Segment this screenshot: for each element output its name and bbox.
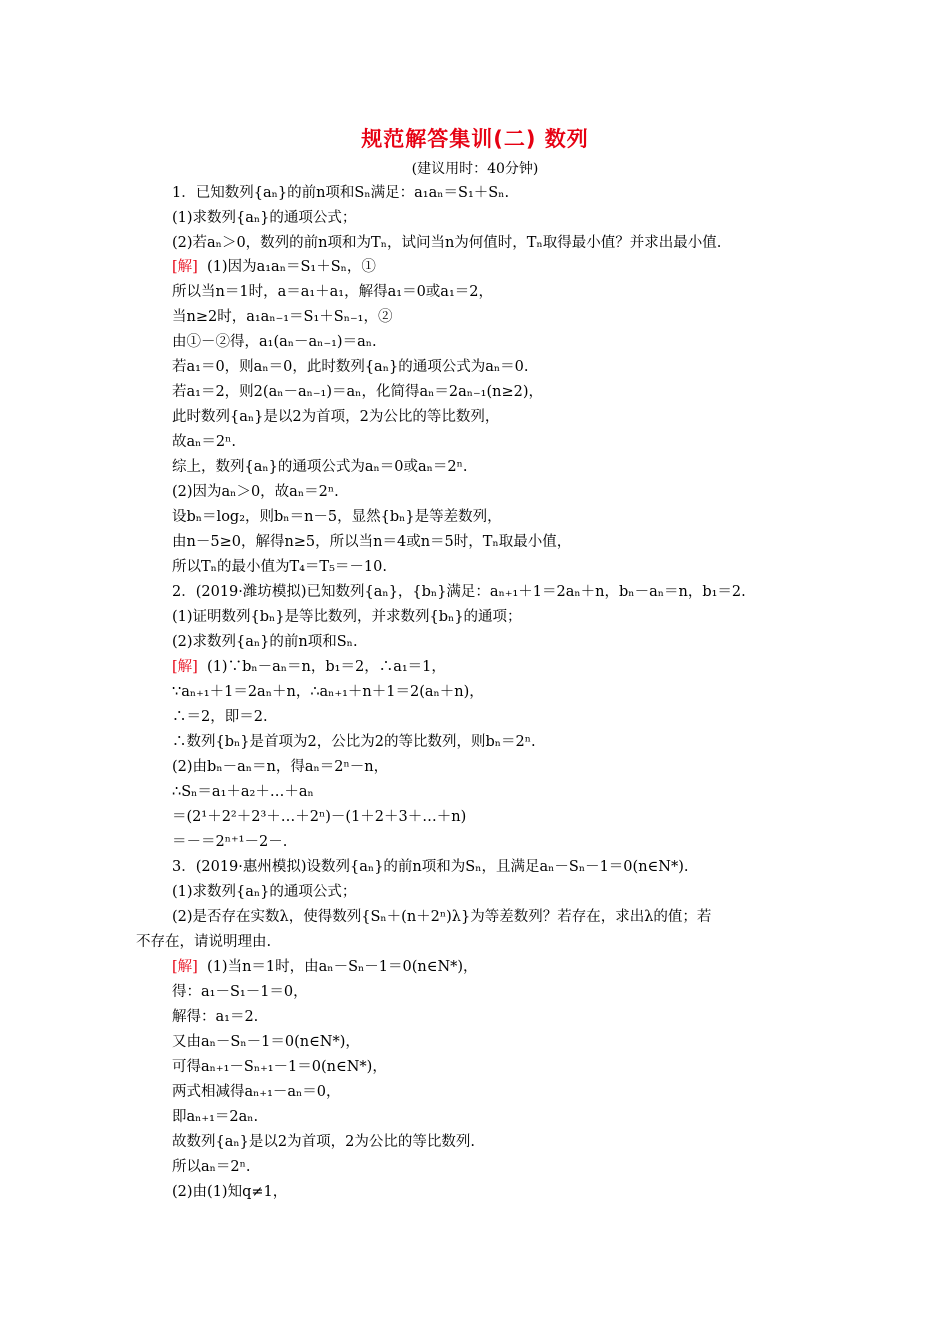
problem-1-part-1: (1)求数列{aₙ}的通项公式； <box>172 210 357 226</box>
solution-line: ∵aₙ₊₁＋1＝2aₙ＋n，∴aₙ₊₁＋n＋1＝2(aₙ＋n)， <box>172 684 484 700</box>
solution-line: [解] (1)因为a₁aₙ＝S₁＋Sₙ，① <box>172 259 376 275</box>
solution-line: 此时数列{aₙ}是以2为首项，2为公比的等比数列， <box>172 409 500 425</box>
solution-line: 若a₁＝2，则2(aₙ－aₙ₋₁)＝aₙ，化简得aₙ＝2aₙ₋₁(n≥2)， <box>172 384 543 400</box>
problem-3-part-1: (1)求数列{aₙ}的通项公式； <box>172 884 357 900</box>
solution-line: 故数列{aₙ}是以2为首项，2为公比的等比数列. <box>172 1134 475 1150</box>
page-subtitle: (建议用时：40分钟) <box>411 161 539 177</box>
solution-line: 故aₙ＝2ⁿ. <box>172 434 237 450</box>
solution-line: (2)由bₙ－aₙ＝n，得aₙ＝2ⁿ－n， <box>172 759 389 775</box>
solution-line: 即aₙ₊₁＝2aₙ. <box>172 1109 259 1125</box>
solution-line: ∴数列{bₙ}是首项为2，公比为2的等比数列，则bₙ＝2ⁿ. <box>172 734 536 750</box>
solution-line: 可得aₙ₊₁－Sₙ₊₁－1＝0(n∈N*)， <box>172 1059 387 1075</box>
problem-2-part-1: (1)证明数列{bₙ}是等比数列，并求数列{bₙ}的通项； <box>172 609 522 625</box>
solution-line: 解得：a₁＝2. <box>172 1009 259 1025</box>
solution-tag: [解] <box>172 259 198 275</box>
solution-tag: [解] <box>172 959 198 975</box>
page-title: 规范解答集训(二) 数列 <box>361 127 589 151</box>
solution-line: (2)因为aₙ＞0，故aₙ＝2ⁿ. <box>172 484 339 500</box>
solution-line: ＝－＝2ⁿ⁺¹－2－. <box>172 834 288 850</box>
problem-1-stem: 1．已知数列{aₙ}的前n项和Sₙ满足：a₁aₙ＝S₁＋Sₙ. <box>172 185 510 201</box>
solution-line: ∴＝2，即＝2. <box>172 709 268 725</box>
problem-2-stem: 2．(2019·潍坊模拟)已知数列{aₙ}，{bₙ}满足：aₙ₊₁＋1＝2aₙ＋n，bₙ－aₙ＝n，b₁＝2. <box>172 584 746 600</box>
problem-1-part-2: (2)若aₙ＞0，数列的前n项和为Tₙ，试问当n为何值时，Tₙ取得最小值？并求出最小值. <box>172 235 722 251</box>
solution-line: 又由aₙ－Sₙ－1＝0(n∈N*)， <box>172 1034 360 1050</box>
solution-line: 由①－②得，a₁(aₙ－aₙ₋₁)＝aₙ. <box>172 334 377 350</box>
solution-line: 设bₙ＝log₂，则bₙ＝n－5，显然{bₙ}是等差数列， <box>172 509 502 525</box>
problem-3-stem: 3．(2019·惠州模拟)设数列{aₙ}的前n项和为Sₙ，且满足aₙ－Sₙ－1＝0(n∈N*). <box>172 859 689 875</box>
problem-3-part-2: (2)是否存在实数λ，使得数列{Sₙ＋(n＋2ⁿ)λ}为等差数列？若存在，求出λ的值；若 <box>172 909 712 925</box>
solution-line: ＝(2¹＋2²＋2³＋…＋2ⁿ)－(1＋2＋3＋…＋n) <box>172 809 467 825</box>
solution-line: 当n≥2时，a₁aₙ₋₁＝S₁＋Sₙ₋₁，② <box>172 309 393 325</box>
problem-2-part-2: (2)求数列{aₙ}的前n项和Sₙ. <box>172 634 358 650</box>
solution-tag: [解] <box>172 659 198 675</box>
solution-line: 两式相减得aₙ₊₁－aₙ＝0， <box>172 1084 341 1100</box>
solution-line: 综上，数列{aₙ}的通项公式为aₙ＝0或aₙ＝2ⁿ. <box>172 459 468 475</box>
solution-line: 若a₁＝0，则aₙ＝0，此时数列{aₙ}的通项公式为aₙ＝0. <box>172 359 529 375</box>
solution-line: 所以Tₙ的最小值为T₄＝T₅＝－10. <box>172 559 387 575</box>
solution-line: 所以当n＝1时，a＝a₁＋a₁，解得a₁＝0或a₁＝2， <box>172 284 493 300</box>
solution-line: (2)由(1)知q≠1， <box>172 1184 288 1200</box>
solution-line: 所以aₙ＝2ⁿ. <box>172 1159 251 1175</box>
solution-line: ∴Sₙ＝a₁＋a₂＋…＋aₙ <box>172 784 314 800</box>
solution-line: 由n－5≥0，解得n≥5，所以当n＝4或n＝5时，Tₙ取最小值， <box>172 534 572 550</box>
solution-line: [解] (1)当n＝1时，由aₙ－Sₙ－1＝0(n∈N*)， <box>172 959 478 975</box>
solution-line: [解] (1)∵bₙ－aₙ＝n，b₁＝2，∴a₁＝1， <box>172 659 446 675</box>
solution-line: 得：a₁－S₁－1＝0， <box>172 984 308 1000</box>
problem-3-part-2-cont: 不存在，请说明理由. <box>136 934 272 950</box>
